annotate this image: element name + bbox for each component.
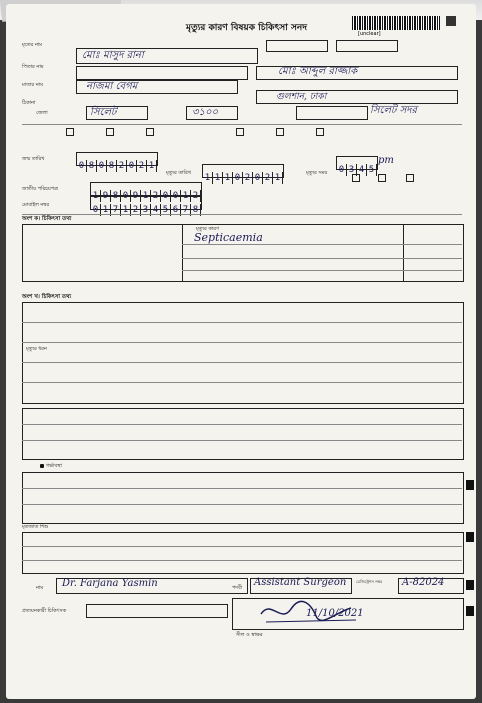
label-birth-date: জন্ম তারিখ xyxy=(22,156,45,162)
pregnancy-table xyxy=(22,472,464,524)
district-value: সিলেট xyxy=(90,107,117,118)
checkbox-religion-3[interactable] xyxy=(316,128,324,136)
certificate-page xyxy=(6,4,476,699)
doctor-name-value: Dr. Farjana Yasmin xyxy=(62,578,158,589)
checkbox-gender-other[interactable] xyxy=(146,128,154,136)
label-mother: মাতার নাম xyxy=(22,82,43,88)
side-registration-mark xyxy=(466,480,474,490)
checkbox-religion-2[interactable] xyxy=(276,128,284,136)
label-nid: জাতীয় পরিচয়পত্র xyxy=(22,186,58,192)
label-death-date: মৃত্যুর তারিখ xyxy=(166,170,191,176)
section-bullet xyxy=(40,464,44,468)
field-upazila xyxy=(296,106,368,120)
field-certifier xyxy=(86,604,228,618)
death-date-digit: 2 xyxy=(243,172,253,184)
phone-digit: 3 xyxy=(141,204,151,216)
manner-table xyxy=(22,408,464,460)
phone-digit: 8 xyxy=(191,204,201,216)
section-b-heading: অংশ খ। চিকিৎসা তথ্য xyxy=(22,294,72,300)
birth-date-digit: 8 xyxy=(107,160,117,172)
barcode-number: [unclear] xyxy=(358,31,381,37)
side-registration-mark xyxy=(466,606,474,616)
phone-digit: 6 xyxy=(171,204,181,216)
death-date-boxes xyxy=(202,164,284,183)
death-time-digit: 3 xyxy=(347,164,357,176)
nid-digit: 9 xyxy=(101,190,111,202)
death-time-digit: 5 xyxy=(367,164,377,176)
birth-date-digit: 0 xyxy=(127,160,137,172)
nid-digit: 0 xyxy=(121,190,131,202)
phone-digit: 1 xyxy=(101,204,111,216)
death-date-digit: 1 xyxy=(213,172,223,184)
checkbox-gender-male[interactable] xyxy=(66,128,74,136)
birth-date-boxes xyxy=(76,152,158,171)
death-date-digit: 0 xyxy=(253,172,263,184)
phone-digit: 1 xyxy=(121,204,131,216)
birth-date-digit: 2 xyxy=(117,160,127,172)
death-date-digit: 1 xyxy=(223,172,233,184)
nid-digit: 0 xyxy=(161,190,171,202)
birth-date-digit: 2 xyxy=(137,160,147,172)
label-doctor-name: নাম xyxy=(36,585,44,591)
corner-badge xyxy=(446,16,456,26)
nid-digit: 0 xyxy=(171,190,181,202)
birth-date-digit: 0 xyxy=(97,160,107,172)
label-certifier: প্রত্যয়নকারী চিকিৎসক xyxy=(22,608,67,614)
label-father: পিতার নাম xyxy=(22,64,44,70)
page-title: মৃত্যুর কারণ বিষয়ক চিকিৎসা সনদ xyxy=(186,23,308,33)
label-fetal: মৃতজাত শিশু xyxy=(22,524,49,530)
mother-value: নাজমা বেগম xyxy=(86,81,138,92)
nid-digit: 2 xyxy=(151,190,161,202)
death-time-suffix: pm xyxy=(378,155,394,166)
birth-date-digit: 8 xyxy=(87,160,97,172)
label-seal: সীল ও স্বাক্ষর xyxy=(236,632,263,638)
death-time-digit: 4 xyxy=(357,164,367,176)
label-death-time: মৃত্যুর সময় xyxy=(306,170,328,176)
section-a-heading: অংশ ক। চিকিৎসা তথ্য xyxy=(22,216,72,222)
death-date-digit: 1 xyxy=(273,172,283,184)
field-reg-top2 xyxy=(336,40,398,52)
nid-digit: 2 xyxy=(191,190,201,202)
phone-digit: 7 xyxy=(181,204,191,216)
nid-digit: 1 xyxy=(91,190,101,202)
birth-date-digit: 1 xyxy=(147,160,157,172)
nid-digit: 1 xyxy=(141,190,151,202)
address-value: গুলশান, ঢাকা xyxy=(276,92,327,102)
checkbox-time-am[interactable] xyxy=(352,174,360,182)
label-district: জেলা xyxy=(36,110,48,116)
side-registration-mark xyxy=(466,580,474,590)
nid-boxes xyxy=(90,182,202,201)
father-value: মোঃ আব্দুল রাজ্জাক xyxy=(278,66,358,77)
nid-digit: 8 xyxy=(111,190,121,202)
barcode xyxy=(352,16,440,30)
sign-date-value: 11/10/2021 xyxy=(306,608,364,619)
death-date-digit: 1 xyxy=(203,172,213,184)
field-father xyxy=(76,66,248,80)
phone-digit: 4 xyxy=(151,204,161,216)
postcode-value: ৩১০০ xyxy=(192,107,218,118)
upazila-value: সিলেট সদর xyxy=(370,105,417,116)
death-date-digit: 0 xyxy=(233,172,243,184)
death-time-digit: 0 xyxy=(337,164,347,176)
label-manner: মৃত্যুর ধরন xyxy=(26,346,47,352)
checkbox-gender-female[interactable] xyxy=(106,128,114,136)
immediate-cause-value: Septicaemia xyxy=(194,231,263,244)
phone-digit: 5 xyxy=(161,204,171,216)
phone-digit: 2 xyxy=(131,204,141,216)
field-reg-top xyxy=(266,40,328,52)
death-date-digit: 2 xyxy=(263,172,273,184)
label-reg-no: রেজিস্ট্রেশন নম্বর xyxy=(356,579,383,584)
label-phone: মোবাইল নম্বর xyxy=(22,202,50,208)
phone-boxes xyxy=(90,196,202,215)
checkbox-religion-1[interactable] xyxy=(236,128,244,136)
name-value: মোঃ মাসুদ রানা xyxy=(82,50,144,61)
label-address: ঠিকানা xyxy=(22,100,36,106)
section-b-table xyxy=(22,302,464,404)
label-name: মৃতের নাম xyxy=(22,42,43,48)
birth-date-digit: 0 xyxy=(77,160,87,172)
death-time-boxes xyxy=(336,156,378,175)
label-pregnancy: গর্ভাবস্থা xyxy=(46,463,62,469)
nid-digit: 9 xyxy=(131,190,141,202)
phone-digit: 0 xyxy=(91,204,101,216)
fetal-table xyxy=(22,532,464,574)
phone-digit: 7 xyxy=(111,204,121,216)
designation-value: Assistant Surgeon xyxy=(254,577,347,588)
checkbox-time-pm[interactable] xyxy=(378,174,386,182)
side-registration-mark xyxy=(466,532,474,542)
cause-col-header: মৃত্যুর কারণ xyxy=(196,226,220,232)
reg-no-value: A-82024 xyxy=(402,577,445,588)
checkbox-time-other[interactable] xyxy=(406,174,414,182)
label-designation: পদবী xyxy=(232,585,243,591)
nid-digit: 1 xyxy=(181,190,191,202)
